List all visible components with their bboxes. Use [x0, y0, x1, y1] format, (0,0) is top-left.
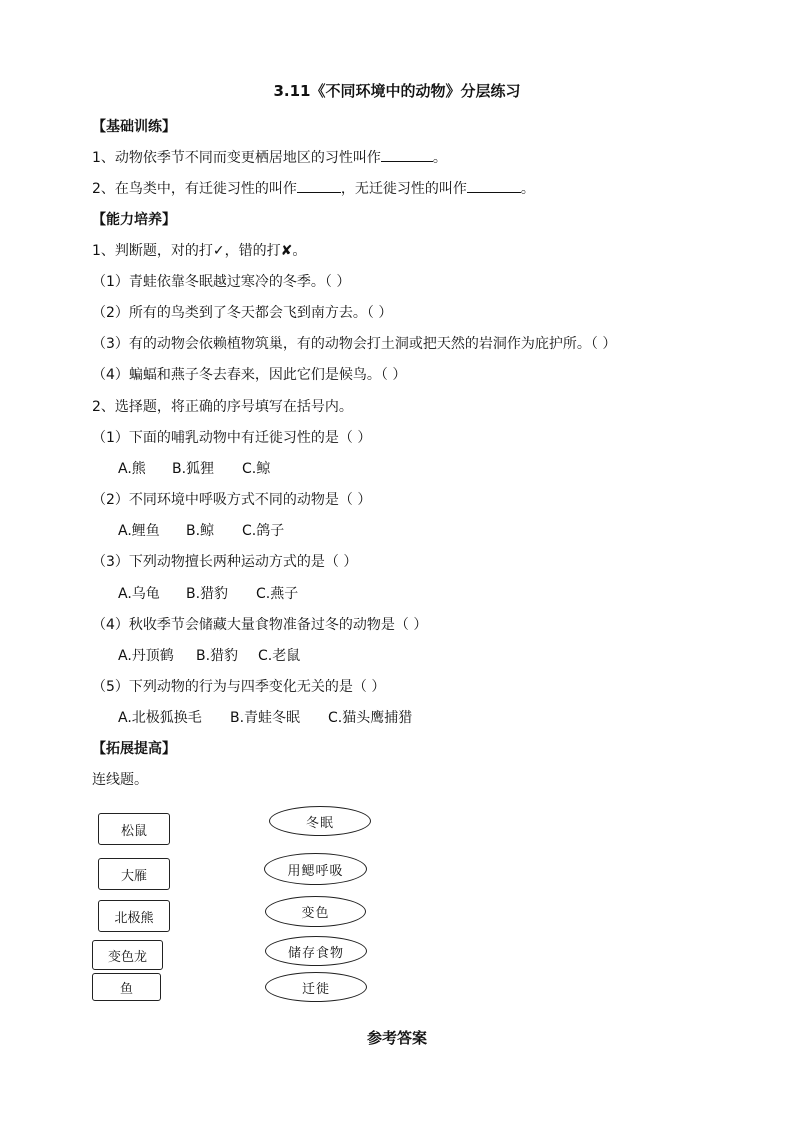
- mc-option[interactable]: A.北极狐换毛: [118, 710, 202, 726]
- mc-options-4: [118, 645, 300, 665]
- mc-options-5: [118, 707, 412, 727]
- mc-option[interactable]: C.猫头鹰捕猎: [328, 710, 413, 726]
- match-left-squirrel[interactable]: 松鼠: [98, 813, 170, 845]
- match-left-polar-bear[interactable]: 北极熊: [98, 900, 170, 932]
- answer-heading: 参考答案: [366, 1029, 427, 1047]
- match-right-store-food[interactable]: 储存食物: [265, 936, 367, 966]
- mc-question-3: （3）下列动物擅长两种运动方式的是（ ）: [92, 554, 358, 570]
- tf-item-3: （3）有的动物会依赖植物筑巢，有的动物会打土洞或把天然的岩洞作为庇护所。（ ）: [92, 336, 617, 352]
- page-title: 3.11《不同环境中的动物》分层练习: [273, 82, 521, 100]
- match-left-wild-goose[interactable]: 大雁: [98, 858, 170, 890]
- answer-blank[interactable]: [297, 178, 341, 193]
- mc-options-1: [118, 458, 270, 478]
- question-2: [92, 178, 535, 198]
- mc-question-2: （2）不同环境中呼吸方式不同的动物是（ ）: [92, 492, 372, 508]
- mc-intro: 2、选择题，将正确的序号填写在括号内。: [92, 399, 353, 415]
- question-2-part-a: 2、在鸟类中，有迁徙习性的叫作: [92, 181, 297, 197]
- mc-option[interactable]: B.鲸: [186, 523, 215, 539]
- mc-question-1: （1）下面的哺乳动物中有迁徙习性的是（ ）: [92, 430, 372, 446]
- tf-item-4: （4）蝙蝠和燕子冬去春来，因此它们是候鸟。（ ）: [92, 367, 407, 383]
- mc-option[interactable]: A.熊: [118, 461, 146, 477]
- matching-intro: 连线题。: [92, 772, 148, 788]
- mc-question-4: （4）秋收季节会储藏大量食物准备过冬的动物是（ ）: [92, 617, 428, 633]
- mc-option[interactable]: C.燕子: [256, 586, 299, 602]
- section-heading-extension: 【拓展提高】: [92, 741, 176, 757]
- tf-intro: 1、判断题，对的打✓，错的打✘。: [92, 243, 307, 259]
- answer-blank[interactable]: [381, 147, 433, 162]
- mc-option[interactable]: A.鲤鱼: [118, 523, 160, 539]
- mc-option[interactable]: C.鲸: [242, 461, 271, 477]
- mc-options-3: [118, 583, 298, 603]
- match-right-hibernate[interactable]: 冬眠: [269, 806, 371, 836]
- match-left-chameleon[interactable]: 变色龙: [92, 940, 163, 970]
- mc-option[interactable]: B.青蛙冬眠: [230, 710, 301, 726]
- mc-option[interactable]: B.狐狸: [172, 461, 215, 477]
- mc-option[interactable]: C.鸽子: [242, 523, 285, 539]
- match-right-migrate[interactable]: 迁徙: [265, 972, 367, 1002]
- tf-item-2: （2）所有的鸟类到了冬天都会飞到南方去。（ ）: [92, 305, 393, 321]
- mc-option[interactable]: B.猎豹: [186, 586, 229, 602]
- question-1-text: 1、动物依季节不同而变更栖居地区的习性叫作: [92, 150, 381, 166]
- mc-option[interactable]: A.乌龟: [118, 586, 160, 602]
- section-heading-ability: 【能力培养】: [92, 212, 176, 228]
- match-left-fish[interactable]: 鱼: [92, 973, 161, 1001]
- section-heading-basic: 【基础训练】: [92, 119, 176, 135]
- match-right-change-color[interactable]: 变色: [265, 896, 366, 927]
- mc-option[interactable]: B.猎豹: [196, 648, 239, 664]
- question-1-end: 。: [432, 150, 447, 166]
- mc-option[interactable]: C.老鼠: [258, 648, 301, 664]
- mc-option[interactable]: A.丹顶鹤: [118, 648, 174, 664]
- mc-options-2: [118, 520, 284, 540]
- question-1: [92, 147, 447, 167]
- question-2-part-b: ，无迁徙习性的叫作: [340, 181, 467, 197]
- mc-question-5: （5）下列动物的行为与四季变化无关的是（ ）: [92, 679, 386, 695]
- question-2-end: 。: [520, 181, 535, 197]
- answer-blank[interactable]: [467, 178, 521, 193]
- tf-item-1: （1）青蛙依靠冬眠越过寒冷的冬季。（ ）: [92, 274, 351, 290]
- match-right-gill-breathing[interactable]: 用鳃呼吸: [264, 853, 367, 885]
